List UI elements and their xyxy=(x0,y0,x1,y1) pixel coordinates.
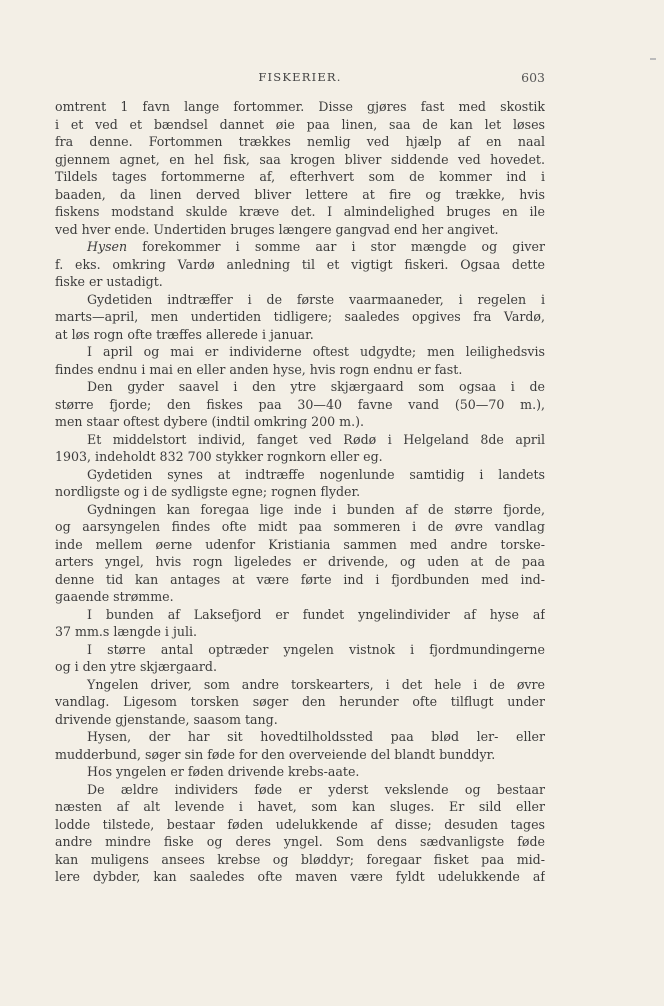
line-text: gaaende strømme. xyxy=(55,589,174,604)
line-text: f. eks. omkring Vardø anledning til et vigtigt fiskeri. Ogsaa dette xyxy=(55,256,545,272)
text-line xyxy=(55,343,545,361)
line-text: findes endnu i mai en eller anden hyse, hvis rogn endnu er fast. xyxy=(55,361,463,377)
line-text: større fjorde; den fiskes paa 30—40 favne vand (50—70 m.), xyxy=(55,396,545,412)
text-line xyxy=(55,536,545,554)
text-line xyxy=(55,623,545,641)
line-text: baaden, da linen derved bliver lettere at fire og trække, hvis xyxy=(55,186,545,202)
line-text: I større antal optræder yngelen vistnok i fjordmundingerne xyxy=(87,641,545,657)
text-line xyxy=(55,431,545,449)
text-line xyxy=(55,133,545,151)
line-text: 37 mm.s længde i juli. xyxy=(55,624,198,639)
text-line xyxy=(55,256,545,274)
line-text: gjennem agnet, en hel fisk, saa krogen bliver siddende ved hovedet. xyxy=(55,151,545,167)
text-line xyxy=(55,273,545,291)
text-line xyxy=(55,483,545,501)
text-line xyxy=(55,763,545,781)
text-line xyxy=(55,326,545,344)
text-line xyxy=(55,203,545,221)
text-line xyxy=(55,676,545,694)
text-line xyxy=(55,728,545,746)
text-line xyxy=(55,711,545,729)
line-text: drivende gjenstande, saasom tang. xyxy=(55,711,278,727)
running-title: FISKERIER. xyxy=(258,70,342,84)
line-text: Den gyder saavel i den ytre skjærgaard som ogsaa i de xyxy=(87,379,545,394)
line-text: Gydningen kan foregaa lige inde i bunden af de større fjorde, xyxy=(87,501,545,517)
text-line xyxy=(55,291,545,309)
text-line xyxy=(55,186,545,204)
italic-term: Hysen xyxy=(87,239,128,254)
line-text: kan muligens ansees krebse og bløddyr; foregaar fisket paa mid- xyxy=(55,851,545,867)
text-line xyxy=(55,378,545,396)
text-line xyxy=(55,413,545,431)
text-line xyxy=(55,816,545,834)
text-line xyxy=(55,833,545,851)
line-text: fiskens modstand skulde kræve det. I almindelighed bruges en ile xyxy=(55,204,545,219)
line-text: forekommer i somme aar i stor mængde og giver xyxy=(127,239,545,254)
line-text: fiske er ustadigt. xyxy=(55,274,163,289)
text-line xyxy=(55,606,545,624)
line-text: Gydetiden synes at indtræffe nogenlunde samtidig i landets xyxy=(87,466,545,482)
line-text: næsten af alt levende i havet, som kan sluges. Er sild eller xyxy=(55,799,545,814)
line-text: ved hver ende. Undertiden bruges længere gangvad end her angivet. xyxy=(55,221,499,237)
text-line xyxy=(55,116,545,134)
text-line xyxy=(55,168,545,186)
line-text: arters yngel, hvis rogn ligeledes er drivende, og uden at de paa xyxy=(55,554,545,569)
text-line xyxy=(55,466,545,484)
text-line xyxy=(55,238,545,256)
text-line xyxy=(55,851,545,869)
line-text: i et ved et bændsel dannet øie paa linen, saa de kan let løses xyxy=(55,116,545,132)
page-number: 603 xyxy=(521,70,545,85)
page-edge-mark xyxy=(650,58,656,60)
line-text: lere dybder, kan saaledes ofte maven være fyldt udelukkende af xyxy=(55,869,545,884)
line-text: mudderbund, søger sin føde for den overveiende del blandt bunddyr. xyxy=(55,746,496,762)
line-text: at løs rogn ofte træffes allerede i januar. xyxy=(55,326,314,342)
text-line xyxy=(55,781,545,799)
line-text: Yngelen driver, som andre torskearters, i det hele i de øvre xyxy=(87,676,545,692)
line-text: og aarsyngelen findes ofte midt paa sommeren i de øvre vandlag xyxy=(55,519,545,534)
text-line xyxy=(55,798,545,816)
page-header xyxy=(55,70,545,90)
line-text: lodde tilstede, bestaar føden udelukkende af disse; desuden tages xyxy=(55,816,545,832)
text-line xyxy=(55,746,545,764)
line-text: Hysen, der har sit hovedtilholdssted paa blød ler- eller xyxy=(87,729,545,744)
text-line xyxy=(55,518,545,536)
text-line xyxy=(55,98,545,116)
text-line xyxy=(55,221,545,239)
line-text: Et middelstort individ, fanget ved Rødø i Helgeland 8de april xyxy=(87,431,545,447)
text-line xyxy=(55,588,545,606)
line-text: Hos yngelen er føden drivende krebs-aate. xyxy=(87,764,360,779)
line-text: nordligste og i de sydligste egne; rognen flyder. xyxy=(55,484,361,499)
line-text: men staar oftest dybere (indtil omkring 200 m.). xyxy=(55,414,365,429)
line-text: Tildels tages fortommerne af, efterhvert som de kommer ind i xyxy=(55,169,545,184)
line-text: vandlag. Ligesom torsken søger den herunder ofte tilflugt under xyxy=(55,694,545,709)
line-text: 1903, indeholdt 832 700 stykker rognkorn eller eg. xyxy=(55,449,383,464)
line-text: I bunden af Laksefjord er fundet yngelindivider af hyse af xyxy=(87,606,545,622)
line-text: og i den ytre skjærgaard. xyxy=(55,659,217,674)
text-line xyxy=(55,396,545,414)
text-line xyxy=(55,571,545,589)
text-line xyxy=(55,641,545,659)
line-text: andre mindre fiske og deres yngel. Som dens sædvanligste føde xyxy=(55,834,545,849)
text-line xyxy=(55,448,545,466)
line-text: denne tid kan antages at være førte ind i fjordbunden med ind- xyxy=(55,571,545,587)
line-text: Gydetiden indtræffer i de første vaarmaaneder, i regelen i xyxy=(87,291,545,307)
text-line xyxy=(55,693,545,711)
line-text: inde mellem øerne udenfor Kristiania sammen med andre torske- xyxy=(55,536,545,552)
text-line xyxy=(55,151,545,169)
line-text: I april og mai er individerne oftest udgydte; men leilighedsvis xyxy=(87,344,545,359)
text-line xyxy=(55,868,545,886)
text-line xyxy=(55,501,545,519)
body-text xyxy=(55,98,545,886)
text-line xyxy=(55,361,545,379)
line-text: fra denne. Fortommen trækkes nemlig ved hjælp af en naal xyxy=(55,134,545,149)
line-text: De ældre individers føde er yderst vekslende og bestaar xyxy=(87,781,545,797)
text-line xyxy=(55,553,545,571)
text-line xyxy=(55,308,545,326)
line-text: marts—april, men undertiden tidligere; saaledes opgives fra Vardø, xyxy=(55,309,545,324)
text-line xyxy=(55,658,545,676)
line-text: omtrent 1 favn lange fortommer. Disse gjøres fast med skostik xyxy=(55,99,545,114)
